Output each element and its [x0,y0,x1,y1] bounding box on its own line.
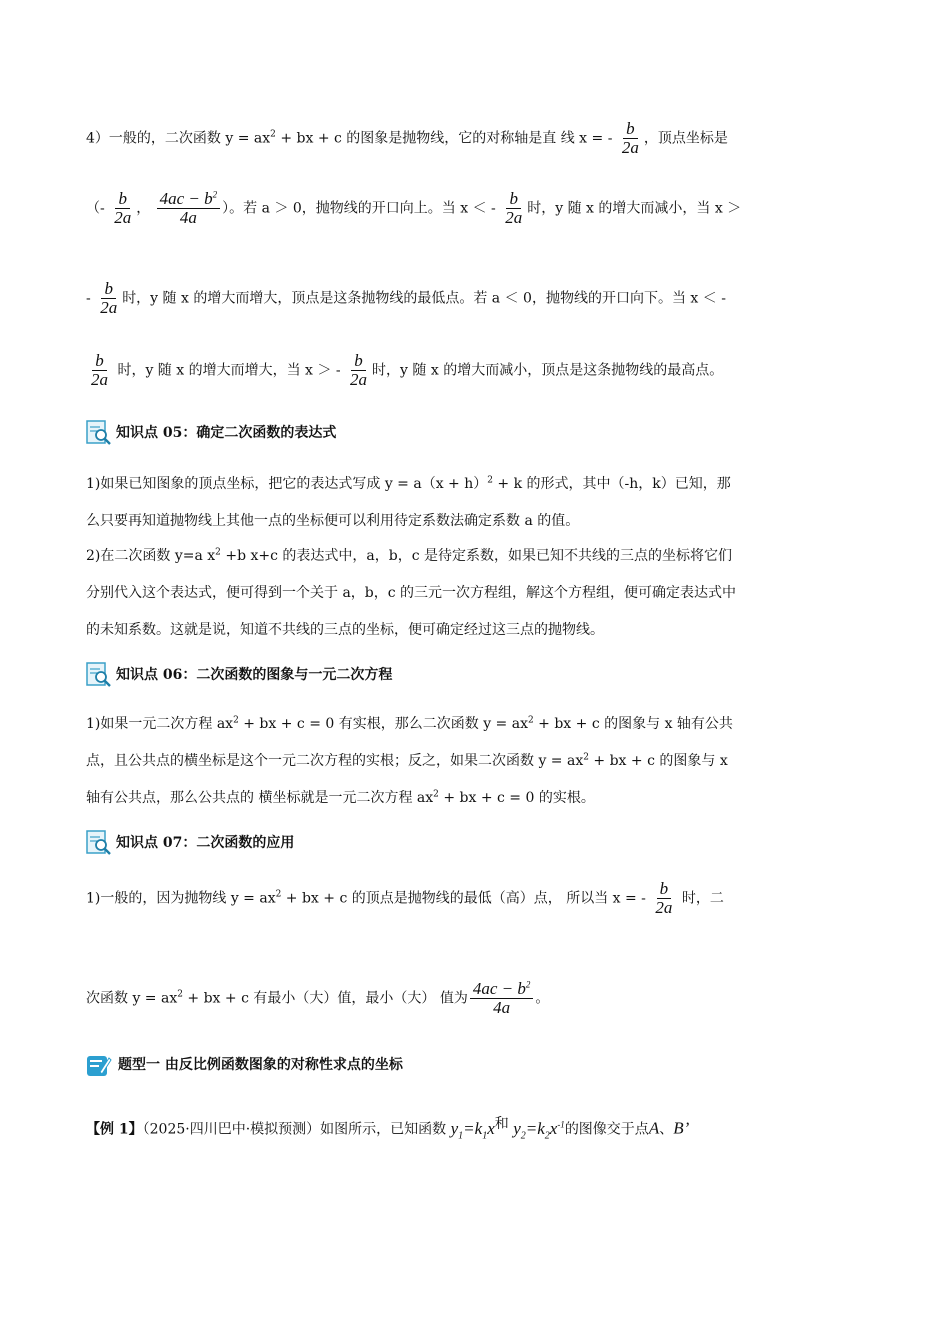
superscript: 2 [433,789,439,800]
fraction-b-over-2a [111,190,134,227]
text: - [86,290,91,307]
text: + bx + c = 0 有实根，那么二次函数 y = ax [238,716,528,732]
denominator: 2a [100,297,118,317]
var: y [450,1118,459,1138]
numerator: b [101,280,116,299]
k07-line-2 [86,980,864,1017]
text: 时，y 随 x 的增大而增大，当 x ＞ - [117,362,341,379]
subscript: 1 [482,1130,488,1142]
numerator [470,980,534,999]
text: +b x+c 的表达式中，a，b，c 是待定系数，如果已知不共线的三点的坐标将它们 [220,548,732,564]
text: + bx + c 的图象与 x 轴有公共 [533,716,733,732]
formula-y2 [513,1118,565,1142]
text: （- [86,200,105,217]
subscript: 1 [458,1130,464,1142]
superscript: 2 [583,752,589,763]
section-title: 题型一 由反比例函数图象的对称性求点的坐标 [118,1057,403,1073]
text: 1)一般的，因为抛物线 y = ax [86,890,276,907]
question-type-heading [86,1052,403,1078]
k05-line-1 [86,473,864,493]
denominator: 2a [350,369,368,389]
text: 4）一般的，二次函数 y = ax [86,130,271,147]
var: =k [463,1118,483,1138]
fraction-b-over-2a [502,190,525,227]
text: 2)在二次函数 y=a x [86,548,216,564]
section-heading-06 [86,662,392,688]
knowledge-point-icon [86,420,112,446]
text: 么只要再知道抛物线上其他一点的坐标便可以利用待定系数法确定系数 a 的值。 [86,513,580,529]
k05-line-2 [86,510,864,530]
text: 点，且公共点的横坐标是这个一元二次方程的实根；反之，如果二次函数 y = ax [86,753,584,769]
k06-line-1 [86,713,864,733]
text: ， [136,200,151,217]
subscript: 2 [520,1130,526,1142]
pen-icon [86,1052,112,1078]
text: 1)如果已知图象的顶点坐标，把它的表达式写成 y = a（x + h） [86,476,488,492]
fraction-4ac-b2-over-4a [470,980,534,1017]
denominator: 2a [505,207,523,227]
paragraph-4-line-3 [86,280,864,317]
text: ）。若 a ＞ 0，抛物线的开口向上。当 x ＜ - [222,200,496,217]
fraction-4ac-b2-over-4a [157,190,221,227]
k06-line-2 [86,750,864,770]
subscript: 2 [544,1130,550,1142]
text: 时，二 [681,890,724,907]
section-title: 知识点 07：二次函数的应用 [116,835,295,851]
denominator: 4a [493,997,511,1017]
fraction-b-over-2a [88,352,111,389]
var: y [513,1118,521,1138]
section-title: 知识点 05：确定二次函数的表达式 [116,425,337,441]
section-title: 知识点 06：二次函数的图象与一元二次方程 [116,667,393,683]
point-a: A [648,1118,660,1138]
text: + bx + c 有最小（大）值，最小（大） 值为 [182,990,468,1007]
superscript: 2 [487,475,493,486]
superscript: 2 [215,547,221,558]
superscript: 2 [233,715,239,726]
denominator: 4a [179,207,197,227]
text: + bx + c = 0 的实根。 [438,790,595,806]
numerator: b [92,352,107,371]
denominator: 2a [114,207,132,227]
paragraph-4-line-2 [86,190,864,227]
numerator: b [506,190,521,209]
superscript: 2 [212,189,218,200]
text: 的图像交于点 [564,1121,649,1138]
numerator: b [623,120,638,139]
numerator [157,190,221,209]
fraction-b-over-2a [97,280,120,317]
superscript: 2 [270,129,276,140]
k05-line-5 [86,619,864,639]
knowledge-point-icon [86,830,112,856]
fraction-b-over-2a [347,352,370,389]
superscript: 2 [527,715,534,726]
text: 和 [494,1116,509,1132]
k05-line-4 [86,582,864,602]
numerator-text: 4ac − b [159,189,213,208]
text: 。 [535,990,550,1007]
formula-y1 [450,1118,495,1142]
text: + bx + c 的图象是抛物线，它的对称轴是直 线 x = - [275,130,613,147]
superscript: 2 [525,979,531,990]
var: x [487,1118,495,1138]
section-heading-07 [86,830,294,856]
k05-line-3 [86,545,864,565]
fraction-b-over-2a [652,880,675,917]
text: 的未知系数。这就是说，知道不共线的三点的坐标，便可确定经过这三点的抛物线。 [86,622,604,638]
superscript: -1 [557,1119,565,1129]
numerator: b [657,880,672,899]
denominator: 2a [91,369,108,389]
text: ，顶点坐标是 [643,130,728,147]
text: 1)如果一元二次方程 ax [86,716,234,732]
numerator: b [115,190,130,209]
var: =k [525,1118,545,1138]
numerator: b [351,352,366,371]
paragraph-4-line-1 [86,120,864,157]
example-1-line [86,1113,864,1141]
paragraph-4-line-4 [86,352,864,389]
text: 时，y 随 x 的增大而减小，顶点是这条抛物线的最高点。 [372,362,724,379]
text: + bx + c 的顶点是抛物线的最低（高）点， 所以当 x = - [281,890,646,907]
denominator: 2a [621,137,639,157]
text: 轴有公共点，那么公共点的 横坐标就是一元二次方程 ax [86,790,434,806]
text: 分别代入这个表达式，便可得到一个关于 a，b，c 的三元一次方程组，解这个方程组，便可确定表达式中 [86,585,737,601]
superscript: 2 [275,889,282,900]
example-label: 【例 1】 [86,1121,143,1138]
text: 时，y 随 x 的增大而减小，当 x ＞ [527,200,742,217]
superscript: 2 [177,989,183,1000]
text: + bx + c 的图象与 x [588,753,728,769]
k06-line-3 [86,787,864,807]
denominator: 2a [655,897,673,917]
knowledge-point-icon [86,662,112,688]
text: 、 [659,1121,674,1138]
text: （2025·四川巴中·模拟预测）如图所示，已知函数 [142,1121,447,1138]
section-heading-05 [86,420,336,446]
fraction-b-over-2a [619,120,642,157]
k07-line-1 [86,880,864,917]
var: x [549,1118,558,1138]
numerator-text: 4ac − b [472,979,526,998]
text: 次函数 y = ax [86,990,178,1007]
point-b: B’ [673,1118,690,1138]
text: + k 的形式，其中（-h，k）已知，那 [492,476,731,492]
text: 时，y 随 x 的增大而增大，顶点是这条抛物线的最低点。若 a ＜ 0，抛物线的开口向下。当 x ＜ - [122,290,726,307]
